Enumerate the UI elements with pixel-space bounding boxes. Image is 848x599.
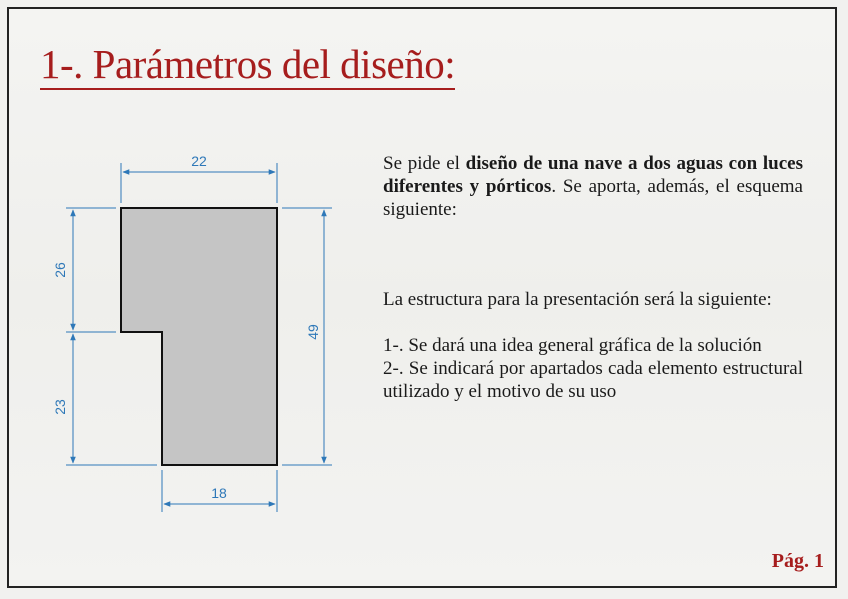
intro-text-2: . Se aporta, además, el esquema siguiente: — [383, 176, 803, 220]
structure-intro: La estructura para la presentación será la siguiente: — [383, 289, 772, 310]
intro-text-bold: diseño de una nave a dos aguas con luces diferentes y pórticos — [383, 153, 803, 197]
dimension-label-right: 49 — [305, 324, 321, 340]
structure-item-2: 2-. Se indicará por apartados cada elemento estructural utilizado y el motivo de su uso — [383, 358, 803, 402]
structure-block — [383, 288, 803, 403]
page-title: 1-. Parámetros del diseño: — [40, 40, 455, 90]
intro-text-1: Se pide el — [383, 153, 466, 174]
dimension-label-bottom: 18 — [211, 485, 227, 501]
dimension-label-left-upper: 26 — [52, 262, 68, 278]
dimension-label-top: 22 — [191, 153, 207, 169]
intro-paragraph — [383, 152, 803, 221]
dimension-label-left-lower: 23 — [52, 399, 68, 415]
page-number: Pág. 1 — [771, 550, 824, 572]
structure-item-1: 1-. Se dará una idea general gráfica de la solución — [383, 335, 762, 356]
cross-section-shape — [121, 208, 277, 465]
